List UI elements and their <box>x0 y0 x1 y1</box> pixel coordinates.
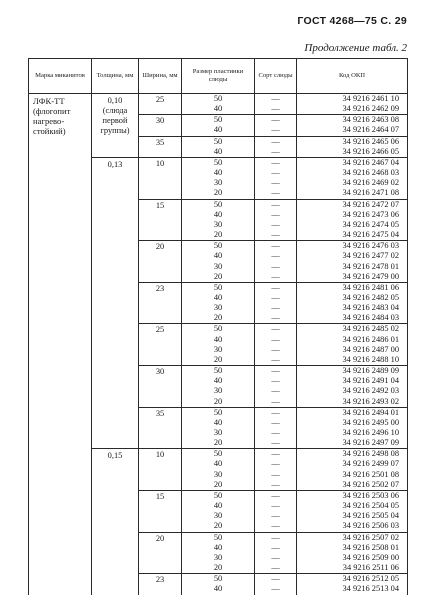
plate-size-cell: 50 <box>182 157 255 168</box>
okp-code-cell: 34 9216 2507 02 <box>297 532 408 543</box>
okp-code-cell: 34 9216 2499 07 <box>297 459 408 469</box>
grade-cell: — <box>255 511 297 521</box>
plate-size-cell: 50 <box>182 115 255 126</box>
grade-cell: — <box>255 366 297 377</box>
grade-cell: — <box>255 449 297 460</box>
thickness-line: 0,15 <box>107 451 123 461</box>
okp-code-cell: 34 9216 2508 01 <box>297 543 408 553</box>
thickness-cell <box>92 157 139 448</box>
width-cell: 15 <box>139 490 182 532</box>
plate-size-cell: 30 <box>182 220 255 230</box>
grade-cell: — <box>255 397 297 408</box>
grade-cell: — <box>255 199 297 210</box>
brand-line: (флогопит <box>33 106 71 117</box>
grade-cell: — <box>255 251 297 261</box>
grade-cell: — <box>255 293 297 303</box>
brand-line: стойкий) <box>33 126 66 137</box>
grade-cell: — <box>255 574 297 585</box>
plate-size-cell: 20 <box>182 438 255 449</box>
okp-code-cell: 34 9216 2462 09 <box>297 104 408 115</box>
plate-size-cell: 20 <box>182 355 255 366</box>
width-cell: 30 <box>139 115 182 136</box>
table-row <box>29 94 408 105</box>
plate-size-cell: 50 <box>182 490 255 501</box>
grade-cell: — <box>255 157 297 168</box>
brand-line: ЛФК-ТТ <box>33 96 65 106</box>
mica-codes-table <box>28 58 408 595</box>
okp-code-cell: 34 9216 2489 09 <box>297 366 408 377</box>
width-cell: 20 <box>139 241 182 283</box>
thickness-line: (слюда <box>102 106 128 116</box>
okp-code-cell: 34 9216 2482 05 <box>297 293 408 303</box>
width-cell: 23 <box>139 282 182 324</box>
plate-size-cell: 30 <box>182 262 255 272</box>
plate-size-cell: 30 <box>182 470 255 480</box>
okp-code-cell: 34 9216 2463 08 <box>297 115 408 126</box>
grade-cell: — <box>255 313 297 324</box>
width-cell: 20 <box>139 532 182 574</box>
plate-size-cell: 20 <box>182 313 255 324</box>
width-cell: 23 <box>139 574 182 595</box>
grade-cell: — <box>255 480 297 491</box>
plate-size-cell: 20 <box>182 397 255 408</box>
plate-size-cell: 30 <box>182 428 255 438</box>
width-cell: 10 <box>139 449 182 491</box>
plate-size-cell: 40 <box>182 210 255 220</box>
okp-code-cell: 34 9216 2466 05 <box>297 147 408 158</box>
grade-cell: — <box>255 355 297 366</box>
table-continuation-caption: Продолжение табл. 2 <box>304 42 407 54</box>
plate-size-cell: 30 <box>182 345 255 355</box>
thickness-cell <box>92 449 139 595</box>
grade-cell: — <box>255 147 297 158</box>
column-header-plate-size: Размер пластинки слюды <box>182 59 255 94</box>
plate-size-cell: 50 <box>182 407 255 418</box>
okp-code-cell: 34 9216 2474 05 <box>297 220 408 230</box>
okp-code-cell: 34 9216 2472 07 <box>297 199 408 210</box>
plate-size-cell: 30 <box>182 553 255 563</box>
okp-code-cell: 34 9216 2464 07 <box>297 125 408 136</box>
width-cell: 10 <box>139 157 182 199</box>
okp-code-cell: 34 9216 2476 03 <box>297 241 408 252</box>
width-cell: 15 <box>139 199 182 241</box>
grade-cell: — <box>255 376 297 386</box>
okp-code-cell: 34 9216 2477 02 <box>297 251 408 261</box>
grade-cell: — <box>255 125 297 136</box>
grade-cell: — <box>255 563 297 574</box>
plate-size-cell: 50 <box>182 136 255 147</box>
okp-code-cell: 34 9216 2494 01 <box>297 407 408 418</box>
grade-cell: — <box>255 220 297 230</box>
thickness-cell <box>92 94 139 158</box>
column-header-grade: Сорт слюды <box>255 59 297 94</box>
okp-code-cell: 34 9216 2488 10 <box>297 355 408 366</box>
width-cell: 35 <box>139 136 182 157</box>
okp-code-cell: 34 9216 2493 02 <box>297 397 408 408</box>
grade-cell: — <box>255 188 297 199</box>
okp-code-cell: 34 9216 2467 04 <box>297 157 408 168</box>
okp-code-cell: 34 9216 2492 03 <box>297 386 408 396</box>
okp-code-cell: 34 9216 2504 05 <box>297 501 408 511</box>
grade-cell: — <box>255 272 297 283</box>
plate-size-cell: 20 <box>182 480 255 491</box>
okp-code-cell: 34 9216 2498 08 <box>297 449 408 460</box>
table-header-row <box>29 59 408 94</box>
plate-size-cell: 40 <box>182 543 255 553</box>
width-cell: 25 <box>139 94 182 115</box>
grade-cell: — <box>255 553 297 563</box>
grade-cell: — <box>255 407 297 418</box>
plate-size-cell: 50 <box>182 282 255 293</box>
grade-cell: — <box>255 230 297 241</box>
plate-size-cell: 20 <box>182 521 255 532</box>
okp-code-cell: 34 9216 2471 08 <box>297 188 408 199</box>
okp-code-cell: 34 9216 2511 06 <box>297 563 408 574</box>
okp-code-cell: 34 9216 2475 04 <box>297 230 408 241</box>
okp-code-cell: 34 9216 2512 05 <box>297 574 408 585</box>
plate-size-cell: 40 <box>182 459 255 469</box>
plate-size-cell: 20 <box>182 230 255 241</box>
grade-cell: — <box>255 418 297 428</box>
grade-cell: — <box>255 262 297 272</box>
grade-cell: — <box>255 282 297 293</box>
grade-cell: — <box>255 335 297 345</box>
plate-size-cell: 40 <box>182 335 255 345</box>
brand-line: нагрево- <box>33 116 65 127</box>
grade-cell: — <box>255 210 297 220</box>
thickness-line: 0,10 <box>107 96 123 105</box>
brand-cell <box>29 94 92 595</box>
okp-code-cell: 34 9216 2483 04 <box>297 303 408 313</box>
plate-size-cell: 40 <box>182 168 255 178</box>
grade-cell: — <box>255 490 297 501</box>
table-body <box>29 94 408 595</box>
plate-size-cell: 50 <box>182 241 255 252</box>
width-cell: 30 <box>139 366 182 408</box>
width-cell: 25 <box>139 324 182 366</box>
grade-cell: — <box>255 104 297 115</box>
okp-code-cell: 34 9216 2502 07 <box>297 480 408 491</box>
plate-size-cell: 30 <box>182 386 255 396</box>
okp-code-cell: 34 9216 2479 00 <box>297 272 408 283</box>
okp-code-cell: 34 9216 2513 04 <box>297 584 408 594</box>
grade-cell: — <box>255 178 297 188</box>
grade-cell: — <box>255 324 297 335</box>
okp-code-cell: 34 9216 2461 10 <box>297 94 408 105</box>
okp-code-cell: 34 9216 2481 06 <box>297 282 408 293</box>
plate-size-cell: 40 <box>182 147 255 158</box>
page-header: ГОСТ 4268—75 С. 29 <box>297 15 407 27</box>
okp-code-cell: 34 9216 2505 04 <box>297 511 408 521</box>
plate-size-cell: 40 <box>182 501 255 511</box>
column-header-width: Ширина, мм <box>139 59 182 94</box>
okp-code-cell: 34 9216 2495 00 <box>297 418 408 428</box>
grade-cell: — <box>255 584 297 594</box>
grade-cell: — <box>255 428 297 438</box>
okp-code-cell: 34 9216 2473 06 <box>297 210 408 220</box>
grade-cell: — <box>255 470 297 480</box>
thickness-line: первой <box>102 116 128 126</box>
okp-code-cell: 34 9216 2478 01 <box>297 262 408 272</box>
okp-code-cell: 34 9216 2506 03 <box>297 521 408 532</box>
plate-size-cell: 40 <box>182 104 255 115</box>
thickness-line: 0,13 <box>107 159 123 169</box>
grade-cell: — <box>255 532 297 543</box>
plate-size-cell: 40 <box>182 584 255 594</box>
grade-cell: — <box>255 136 297 147</box>
plate-size-cell: 50 <box>182 94 255 105</box>
width-cell: 35 <box>139 407 182 449</box>
plate-size-cell: 40 <box>182 376 255 386</box>
okp-code-cell: 34 9216 2468 03 <box>297 168 408 178</box>
okp-code-cell: 34 9216 2485 02 <box>297 324 408 335</box>
plate-size-cell: 30 <box>182 178 255 188</box>
grade-cell: — <box>255 94 297 105</box>
okp-code-cell: 34 9216 2465 06 <box>297 136 408 147</box>
okp-code-cell: 34 9216 2501 08 <box>297 470 408 480</box>
plate-size-cell: 50 <box>182 366 255 377</box>
okp-code-cell: 34 9216 2491 04 <box>297 376 408 386</box>
thickness-line: группы) <box>100 126 130 136</box>
grade-cell: — <box>255 303 297 313</box>
plate-size-cell: 50 <box>182 532 255 543</box>
okp-code-cell: 34 9216 2486 01 <box>297 335 408 345</box>
okp-code-cell: 34 9216 2469 02 <box>297 178 408 188</box>
grade-cell: — <box>255 345 297 355</box>
plate-size-cell: 40 <box>182 251 255 261</box>
plate-size-cell: 20 <box>182 563 255 574</box>
column-header-thickness: Толщина, мм <box>92 59 139 94</box>
grade-cell: — <box>255 241 297 252</box>
grade-cell: — <box>255 168 297 178</box>
plate-size-cell: 50 <box>182 199 255 210</box>
okp-code-cell: 34 9216 2503 06 <box>297 490 408 501</box>
plate-size-cell: 50 <box>182 449 255 460</box>
plate-size-cell: 20 <box>182 272 255 283</box>
plate-size-cell: 40 <box>182 418 255 428</box>
plate-size-cell: 50 <box>182 574 255 585</box>
okp-code-cell: 34 9216 2487 00 <box>297 345 408 355</box>
grade-cell: — <box>255 115 297 126</box>
grade-cell: — <box>255 438 297 449</box>
grade-cell: — <box>255 521 297 532</box>
grade-cell: — <box>255 501 297 511</box>
plate-size-cell: 30 <box>182 303 255 313</box>
column-header-okp-code: Код ОКП <box>297 59 408 94</box>
okp-code-cell: 34 9216 2484 03 <box>297 313 408 324</box>
grade-cell: — <box>255 543 297 553</box>
grade-cell: — <box>255 459 297 469</box>
column-header-brand: Марка миканитов <box>29 59 92 94</box>
plate-size-cell: 50 <box>182 324 255 335</box>
grade-cell: — <box>255 386 297 396</box>
plate-size-cell: 30 <box>182 511 255 521</box>
plate-size-cell: 40 <box>182 125 255 136</box>
okp-code-cell: 34 9216 2509 00 <box>297 553 408 563</box>
plate-size-cell: 20 <box>182 188 255 199</box>
okp-code-cell: 34 9216 2496 10 <box>297 428 408 438</box>
plate-size-cell: 40 <box>182 293 255 303</box>
okp-code-cell: 34 9216 2497 09 <box>297 438 408 449</box>
